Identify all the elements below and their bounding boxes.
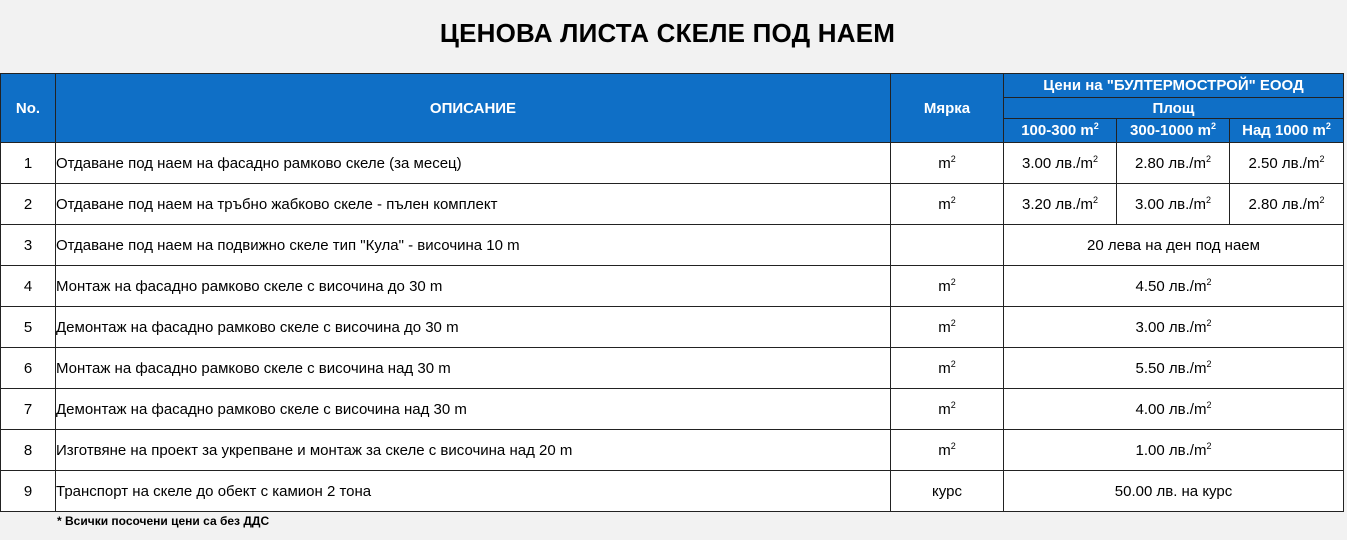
table-row xyxy=(1,266,1344,307)
row-description: Изготвяне на проект за укрепване и монтаж за скеле с височина над 20 m xyxy=(56,430,891,471)
row-description: Демонтаж на фасадно рамково скеле с височина до 30 m xyxy=(56,307,891,348)
merged-price: 50.00 лв. на курс xyxy=(1004,471,1344,512)
merged-price: 4.50 $лв./m^2$ xyxy=(1004,266,1344,307)
price-over-1000: 2.50 $лв./m^2$ xyxy=(1230,143,1344,184)
header-company-prices: Цени на "БУЛТЕРМОСТРОЙ" ЕООД xyxy=(1004,74,1344,98)
row-description: Отдаване под наем на подвижно скеле тип "Кула" - височина 10 m xyxy=(56,225,891,266)
table-row xyxy=(1,143,1344,184)
row-description: Демонтаж на фасадно рамково скеле с височина над 30 m xyxy=(56,389,891,430)
row-unit: курс xyxy=(891,471,1004,512)
row-description: Монтаж на фасадно рамково скеле с височина до 30 m xyxy=(56,266,891,307)
row-description: Отдаване под наем на фасадно рамково скеле (за месец) xyxy=(56,143,891,184)
price-over-1000: 2.80 $лв./m^2$ xyxy=(1230,184,1344,225)
row-description: Монтаж на фасадно рамково скеле с височина над 30 m xyxy=(56,348,891,389)
table-row xyxy=(1,430,1344,471)
row-unit: $m^2$ xyxy=(891,389,1004,430)
row-number: 7 xyxy=(1,389,56,430)
row-unit xyxy=(891,225,1004,266)
header-unit: Мярка xyxy=(891,74,1004,143)
table-row xyxy=(1,471,1344,512)
price-100-300: 3.20 $лв./m^2$ xyxy=(1004,184,1117,225)
table-row xyxy=(1,389,1344,430)
row-unit: $m^2$ xyxy=(891,266,1004,307)
price-300-1000: 2.80 $лв./m^2$ xyxy=(1117,143,1230,184)
table-row xyxy=(1,225,1344,266)
merged-price: 4.00 $лв./m^2$ xyxy=(1004,389,1344,430)
row-unit: $m^2$ xyxy=(891,143,1004,184)
header-area: Площ xyxy=(1004,98,1344,119)
page-title: ЦЕНОВА ЛИСТА СКЕЛЕ ПОД НАЕМ xyxy=(439,18,896,48)
row-unit: $m^2$ xyxy=(891,307,1004,348)
row-description: Транспорт на скеле до обект с камион 2 тона xyxy=(56,471,891,512)
row-unit: $m^2$ xyxy=(891,184,1004,225)
row-number: 8 xyxy=(1,430,56,471)
price-table xyxy=(0,73,1344,512)
header-range-300-1000: 300-1000 $m^2$ xyxy=(1117,119,1230,143)
row-number: 3 xyxy=(1,225,56,266)
row-number: 6 xyxy=(1,348,56,389)
table-row xyxy=(1,307,1344,348)
merged-price: 3.00 $лв./m^2$ xyxy=(1004,307,1344,348)
table-row xyxy=(1,348,1344,389)
row-number: 5 xyxy=(1,307,56,348)
row-number: 9 xyxy=(1,471,56,512)
merged-price: 1.00 $лв./m^2$ xyxy=(1004,430,1344,471)
merged-price: 5.50 $лв./m^2$ xyxy=(1004,348,1344,389)
header-no: No. xyxy=(1,74,56,143)
row-description: Отдаване под наем на тръбно жабково скеле - пълен комплект xyxy=(56,184,891,225)
header-range-over-1000: Над 1000 $m^2$ xyxy=(1230,119,1344,143)
price-100-300: 3.00 $лв./m^2$ xyxy=(1004,143,1117,184)
header-description: ОПИСАНИЕ xyxy=(56,74,891,143)
row-number: 4 xyxy=(1,266,56,307)
row-unit: $m^2$ xyxy=(891,430,1004,471)
footnote: * Всички посочени цени са без ДДС xyxy=(57,514,270,528)
table-row xyxy=(1,184,1344,225)
row-number: 2 xyxy=(1,184,56,225)
price-300-1000: 3.00 $лв./m^2$ xyxy=(1117,184,1230,225)
row-unit: $m^2$ xyxy=(891,348,1004,389)
header-range-100-300: 100-300 $m^2$ xyxy=(1004,119,1117,143)
row-number: 1 xyxy=(1,143,56,184)
merged-price: 20 лева на ден под наем xyxy=(1004,225,1344,266)
